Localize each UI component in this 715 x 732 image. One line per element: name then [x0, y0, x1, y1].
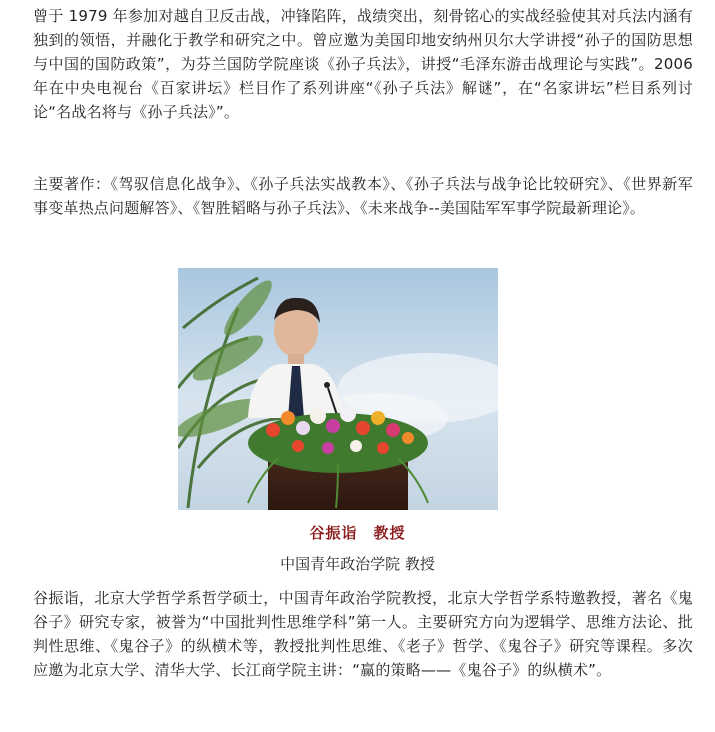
caption-name: 谷振诣 教授: [309, 524, 406, 542]
caption-title: 中国青年政治学院 教授: [280, 555, 435, 573]
speaker-photo: [178, 268, 498, 510]
works-paragraph: 主要著作：《驾驭信息化战争》、《孙子兵法实战教本》、《孙子兵法与战争论比较研究》、《世界新军事变革热点问题解答》、《智胜韬略与孙子兵法》、《未来战争--美国陆军军事学院最新理论》。: [33, 175, 693, 217]
bio-paragraph: 谷振诣，北京大学哲学系哲学硕士，中国青年政治学院教授，北京大学哲学系特邀教授，著名《鬼谷子》研究专家，被誉为“中国批判性思维学科”第一人。主要研究方向为逻辑学、思维方法论、批判性思维、《鬼谷子》的纵横术等，教授批判性思维、《老子》哲学、《鬼谷子》研究等课程。多次应邀为北京大学、清华大学、长江商学院主讲：“赢的策略——《鬼谷子》的纵横术”。: [33, 589, 693, 679]
intro-paragraph: 曾于 1979 年参加对越自卫反击战，冲锋陷阵，战绩突出，刻骨铭心的实战经验使其对兵法内涵有独到的领悟，并融化于教学和研究之中。曾应邀为美国印地安纳州贝尔大学讲授“孙子的国防思想与中国的国防政策”，为芬兰国防学院座谈《孙子兵法》，讲授“毛泽东游击战理论与实践”。2006 年在中央电视台《百家讲坛》栏目作了系列讲座“《孙子兵法》解谜”，在“名家讲坛”栏目系列讨论“名战名将与《孙子兵法》”。: [33, 7, 693, 121]
